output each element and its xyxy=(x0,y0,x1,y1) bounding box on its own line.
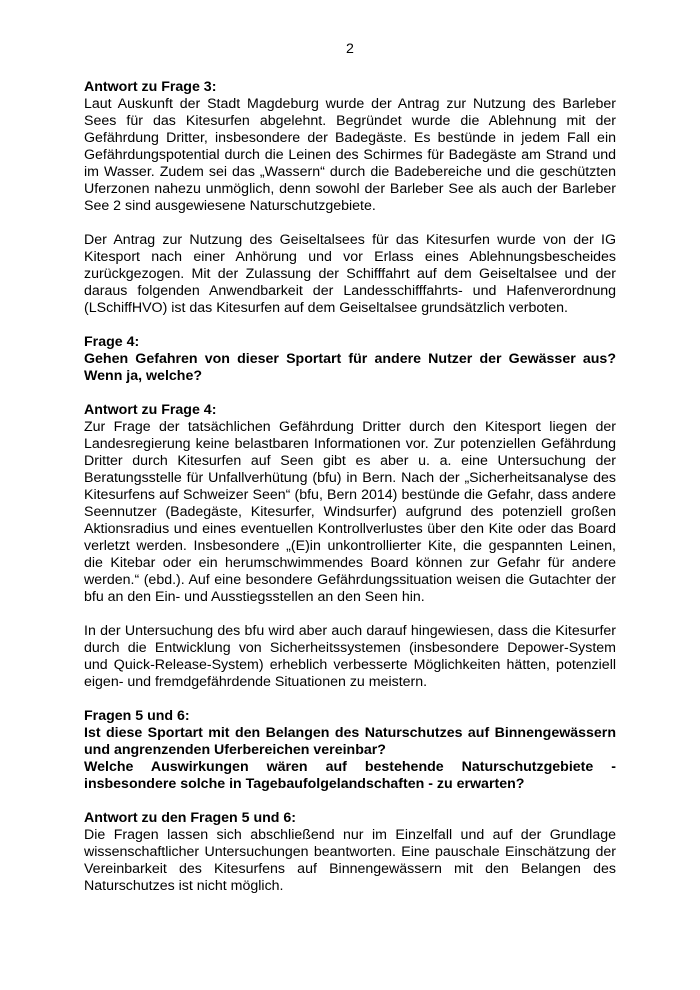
page-number: 2 xyxy=(346,41,354,57)
answer-5-6-paragraph-1: Die Fragen lassen sich abschließend nur im Einzelfall und auf der Grundlage wissenschaftlicher Untersuchungen beantworten. Eine pauschale Einschätzung der Vereinbarkeit des Kitesurfens auf Binnengewässern mit den Belangen des Naturschutzes ist nicht möglich. xyxy=(84,827,616,894)
answer-3-heading: Antwort zu Frage 3: xyxy=(84,79,217,95)
answer-4-paragraph-2: In der Untersuchung des bfu wird aber auch darauf hingewiesen, dass die Kitesurfer durch die Entwicklung von Sicherheitssystemen (insbesondere Depower-System und Quick-Release-System) erheblich verbesserte Möglichkeiten hätten, potenziell eigen- und fremdgefährdende Situationen zu meistern. xyxy=(84,623,616,690)
answer-5-6-heading: Antwort zu den Fragen 5 und 6: xyxy=(84,810,297,826)
answer-3-paragraph-1: Laut Auskunft der Stadt Magdeburg wurde der Antrag zur Nutzung des Barleber Sees für das Kitesurfen abgelehnt. Begründet wurde die Ablehnung mit der Gefährdung Dritter, insbesondere der Badegäste. Es bestünde in jedem Fall ein Gefährdungspotential durch die Leinen des Schirmes für Badegäste am Strand und im Wasser. Zudem sei das „Wassern“ durch die Badebereiche und die geschützten Uferzonen nahezu unmöglich, denn sowohl der Barleber See als auch der Barleber See 2 sind ausgewiesene Naturschutzgebiete. xyxy=(84,96,616,214)
answer-3-paragraph-2: Der Antrag zur Nutzung des Geiseltalsees für das Kitesurfen wurde von der IG Kitesport nach einer Anhörung und vor Erlass eines Ablehnungsbescheides zurückgezogen. Mit der Zulassung der Schifffahrt auf dem Geiseltalsee und der daraus folgenden Anwendbarkeit der Landesschifffahrts- und Hafenverordnung (LSchiffHVO) ist das Kitesurfen auf dem Geiseltalsee grundsätzlich verboten. xyxy=(84,232,616,316)
answer-4-paragraph-1: Zur Frage der tatsächlichen Gefährdung Dritter durch den Kitesport liegen der Landesregierung keine belastbaren Informationen vor. Zur potenziellen Gefährdung Dritter durch Kitesurfen auf Seen gibt es aber u. a. eine Untersuchung der Beratungsstelle für Unfallverhütung (bfu) in Bern. Nach der „Sicherheitsanalyse des Kitesurfens auf Schweizer Seen“ (bfu, Bern 2014) bestünde die Gefahr, dass andere Seennutzer (Badegäste, Kitesurfer, Windsurfer) aufgrund des potenziell großen Aktionsradius und eines eventuellen Kontrollverlustes über den Kite oder das Board verletzt werden. Insbesondere „(E)in unkontrollierter Kite, die gespannten Leinen, die Kitebar oder ein herumschwimmendes Board können zur Gefahr für andere werden.“ (ebd.). Auf eine besondere Gefährdungssituation weisen die Gutachter der bfu an den Ein- und Ausstiegsstellen an den Seen hin. xyxy=(84,419,616,605)
answer-4-heading: Antwort zu Frage 4: xyxy=(84,402,217,418)
question-4-text: Gehen Gefahren von dieser Sportart für andere Nutzer der Gewässer aus? Wenn ja, welche? xyxy=(84,351,616,384)
question-5-text: Ist diese Sportart mit den Belangen des Naturschutzes auf Binnengewässern und angrenzenden Uferbereichen vereinbar? xyxy=(84,725,616,758)
document-body xyxy=(84,79,616,895)
questions-5-6-heading: Fragen 5 und 6: xyxy=(84,708,190,724)
question-6-text: Welche Auswirkungen wären auf bestehende Naturschutzgebiete - insbesondere solche in Tagebaufolgelandschaften - zu erwarten? xyxy=(84,759,616,792)
question-4-heading: Frage 4: xyxy=(84,334,140,350)
